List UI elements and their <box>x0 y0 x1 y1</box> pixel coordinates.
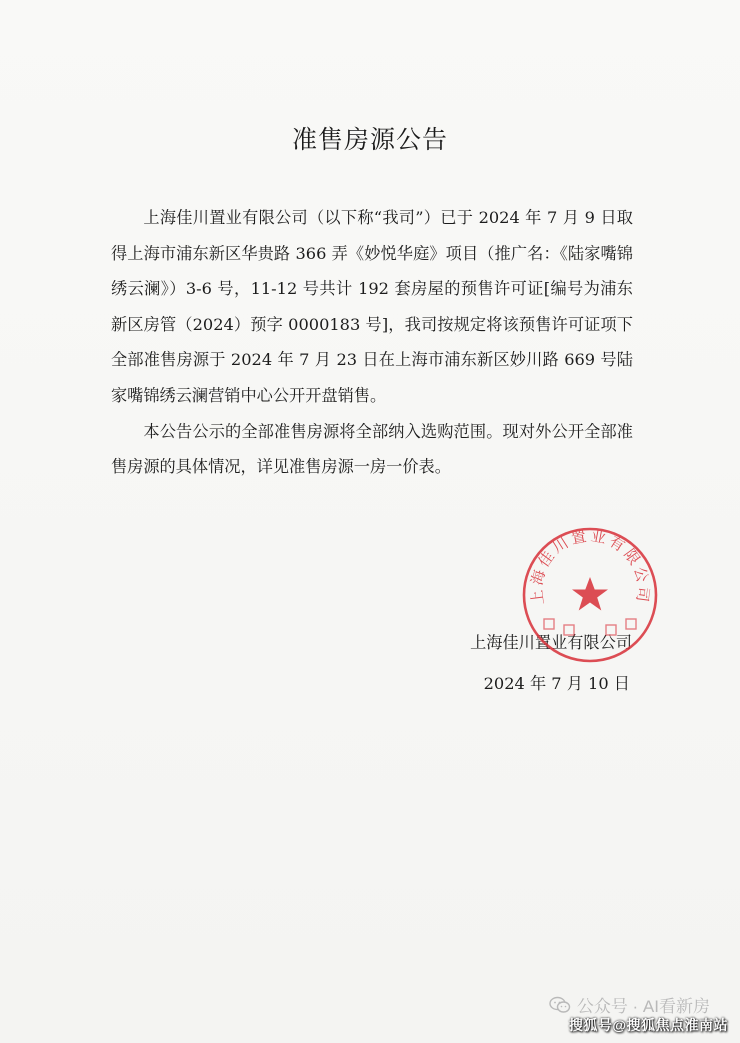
seal-star-icon <box>572 577 608 611</box>
seal-text: 上海佳川置业有限公司 <box>527 526 653 606</box>
paragraph-scope: 本公告公示的全部准售房源将全部纳入选购范围。现对外公开全部准售房源的具体情况，详见准售房源一房一价表。 <box>111 421 633 477</box>
wechat-icon <box>549 996 571 1014</box>
document-body <box>111 200 633 485</box>
company-seal <box>520 525 660 665</box>
footer-source-tag: 搜狐号@搜狐焦点淮南站 <box>568 1017 728 1033</box>
signature-company: 上海佳川置业有限公司 <box>470 633 632 652</box>
watermark-label: 公众号 · AI看新房 <box>576 997 710 1016</box>
wechat-watermark <box>549 992 710 1017</box>
paragraph-announcement: 上海佳川置业有限公司（以下称“我司”）已于 2024 年 7 月 9 日取得上海市浦东新区华贵路 366 弄《妙悦华庭》项目（推广名：《陆家嘴锦绣云澜》）3-6 号，11-12 号共计 192 套房屋的预售许可证[编号为浦东新区房管（2024）预字 0000183 号]，我司按规定将该预售许可证项下全部准售房源于 2024 年 7 月 23 日在上海市浦东新区妙川路 669 号陆家嘴锦绣云澜营销中心公开开盘销售。 <box>111 208 633 405</box>
signature-date: 2024 年 7 月 10 日 <box>483 674 630 693</box>
document-title: 准售房源公告 <box>291 125 448 154</box>
